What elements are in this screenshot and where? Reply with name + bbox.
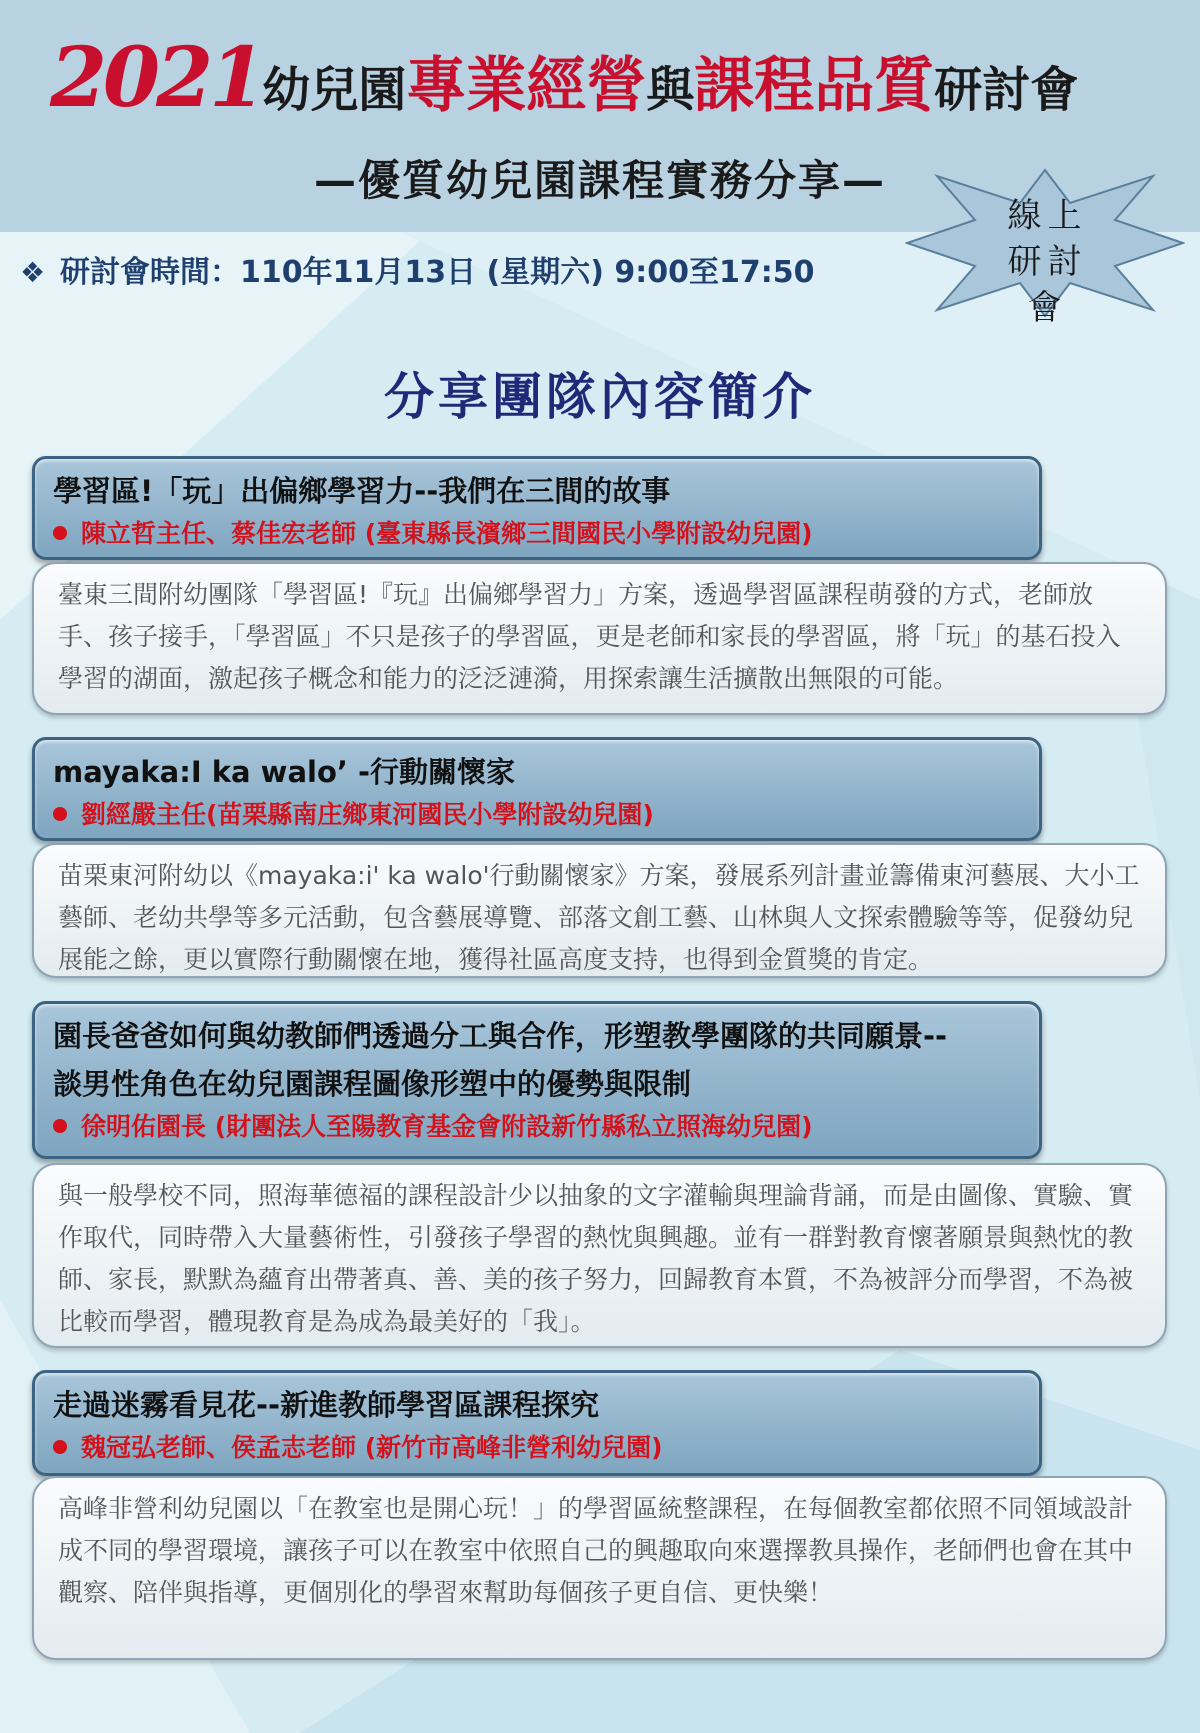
session-speakers: [53, 1108, 1021, 1146]
title-part-3: 與: [646, 62, 695, 118]
session-title: mayaka:I ka walo’ -行動關懷家: [53, 755, 516, 789]
badge-line-1: 線上: [1007, 196, 1088, 236]
speakers-text: 魏冠弘老師、侯孟志老師 (新竹市高峰非營利幼兒園): [81, 1433, 663, 1462]
session-title-line-2: 談男性角色在幼兒園課程圖像形塑中的優勢與限制: [53, 1067, 692, 1101]
speakers-text: 徐明佑園長 (財團法人至陽教育基金會附設新竹縣私立照海幼兒園): [81, 1112, 813, 1141]
session-description-3: 與一般學校不同，照海華德福的課程設計少以抽象的文字灌輸與理論背誦，而是由圖像、實驗、實作取代，同時帶入大量藝術性，引發孩子學習的熱忱與興趣。並有一群對教育懷著願景與熱忱的教師、家長，默默為蘊育出帶著真、善、美的孩子努力，回歸教育本質，不為被評分而學習，不為被比較而學習，體現教育是為成為最美好的「我」。: [32, 1163, 1167, 1348]
red-dot-icon: [53, 1440, 67, 1454]
red-dot-icon: [53, 1119, 67, 1133]
session-description-1: 臺東三間附幼團隊「學習區!『玩』出偏鄉學習力」方案，透過學習區課程萌發的方式，老師放手、孩子接手，「學習區」不只是孩子的學習區，更是老師和家長的學習區，將「玩」的基石投入學習的湖面，激起孩子概念和能力的泛泛漣漪，用探索讓生活擴散出無限的可能。: [32, 562, 1167, 715]
red-dot-icon: [53, 807, 67, 821]
red-dot-icon: [53, 526, 67, 540]
badge-line-2: 研討會: [1007, 242, 1088, 328]
session-description-2: 苗栗東河附幼以《mayaka:i' ka walo'行動關懷家》方案，發展系列計畫並籌備東河藝展、大小工藝師、老幼共學等多元活動，包含藝展導覽、部落文創工藝、山林與人文探索體驗等等，促發幼兒展能之餘，更以實際行動關懷在地，獲得社區高度支持，也得到金質獎的肯定。: [32, 843, 1167, 978]
title-year: 2021: [50, 30, 263, 126]
session-speakers: [53, 515, 1021, 553]
session-header-3: [32, 1001, 1042, 1159]
online-badge: [990, 193, 1105, 331]
diamond-bullet-icon: ❖: [20, 256, 46, 289]
session-header-1: [32, 456, 1042, 560]
event-datetime: [20, 247, 815, 291]
session-header-2: [32, 737, 1042, 841]
session-title: 走過迷霧看見花--新進教師學習區課程探究: [53, 1388, 600, 1422]
session-header-4: [32, 1370, 1042, 1476]
session-speakers: [53, 1429, 1021, 1467]
speakers-text: 陳立哲主任、蔡佳宏老師 (臺東縣長濱鄉三間國民小學附設幼兒園): [81, 519, 813, 548]
title-part-2: 專業經營: [406, 51, 647, 121]
session-speakers: [53, 796, 1021, 834]
session-title: 園長爸爸如何與幼教師們透過分工與合作，形塑教學團隊的共同願景--: [53, 1019, 948, 1053]
event-subtitle: —優質幼兒園課程實務分享—: [313, 156, 886, 205]
session-description-4: 高峰非營利幼兒園以「在教室也是開心玩！」的學習區統整課程，在每個教室都依照不同領域設計成不同的學習環境，讓孩子可以在教室中依照自己的興趣取向來選擇教具操作，老師們也會在其中觀察、陪伴與指導，更個別化的學習來幫助每個孩子更自信、更快樂！: [32, 1476, 1167, 1660]
section-title: 分享團隊內容簡介: [384, 368, 816, 426]
speakers-text: 劉經嚴主任(苗栗縣南庄鄉東河國民小學附設幼兒園): [81, 800, 654, 829]
title-part-5: 研討會: [934, 62, 1079, 118]
title-part-1: 幼兒園: [262, 62, 407, 118]
datetime-text: 研討會時間：110年11月13日 (星期六) 9:00至17:50: [60, 255, 815, 290]
title-part-4: 課程品質: [694, 51, 935, 121]
event-title: [50, 30, 1180, 130]
session-title: 學習區!「玩」出偏鄉學習力--我們在三間的故事: [53, 474, 671, 508]
